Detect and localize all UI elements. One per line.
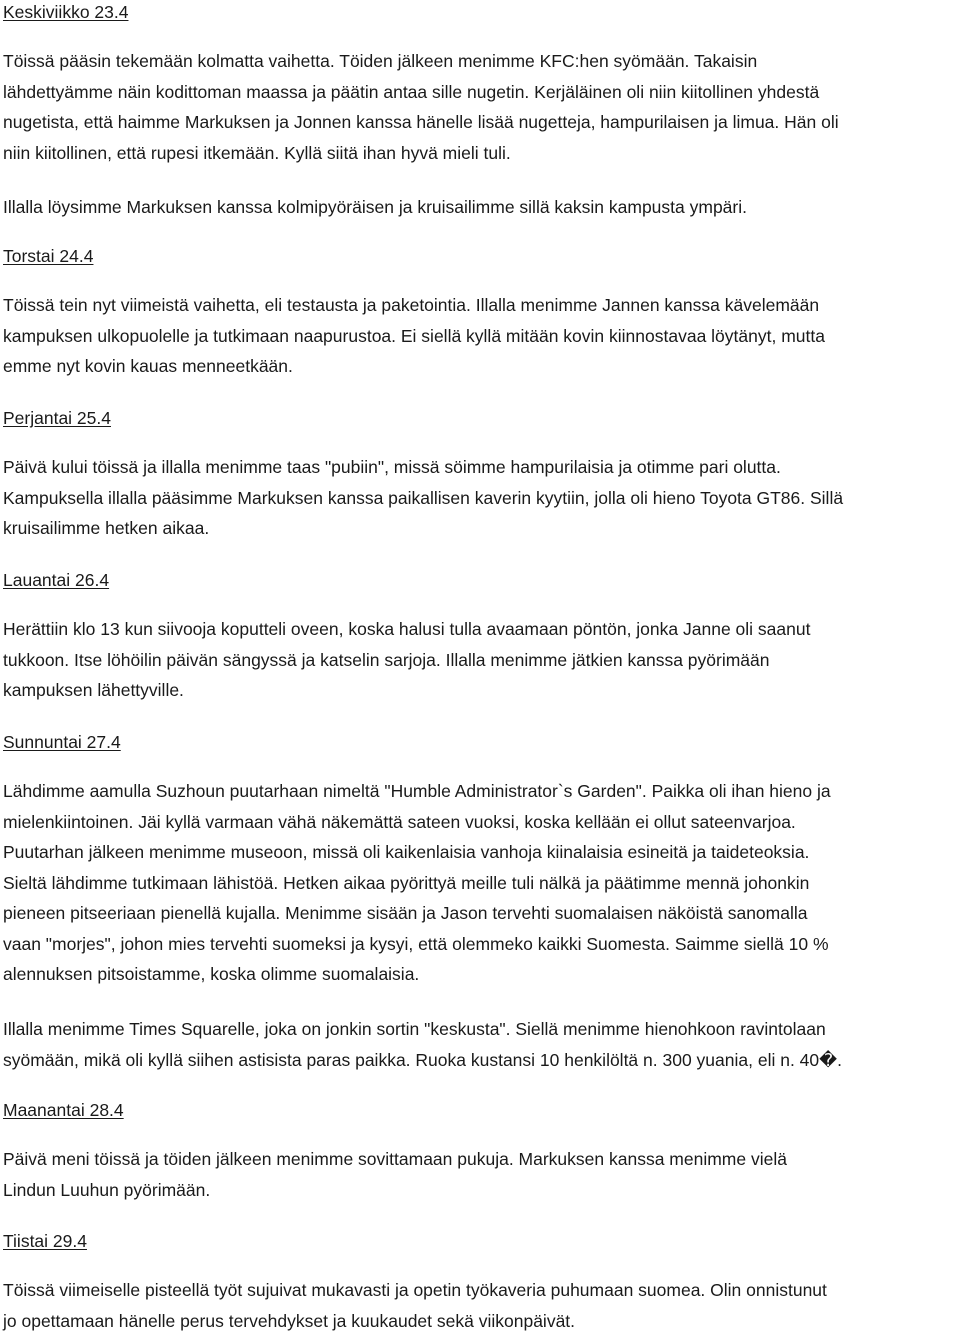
paragraph-line: Illalla menimme Times Squarelle, joka on jonkin sortin "keskusta". Siellä menimme hienohkoon ravintolaan: [3, 1014, 842, 1045]
paragraph-line: pieneen pitseeriaan pienellä kujalla. Menimme sisään ja Jason tervehti suomalaisen näköistä sanomalla: [3, 898, 831, 929]
paragraph-line: syömään, mikä oli kyllä siihen astisista paras paikka. Ruoka kustansi 10 henkilöltä n. 300 yuania, eli n. 40�.: [3, 1045, 842, 1076]
day-heading: Maanantai 28.4: [3, 1098, 124, 1122]
paragraph-line: nugetista, että haimme Markuksen ja Jonnen kanssa hänelle lisää nugetteja, hampurilaisen ja limua. Hän oli: [3, 107, 839, 138]
paragraph-line: niin kiitollinen, että rupesi itkemään. Kyllä siitä ihan hyvä mieli tuli.: [3, 138, 839, 169]
paragraph-line: Päivä meni töissä ja töiden jälkeen menimme sovittamaan pukuja. Markuksen kanssa menimme vielä: [3, 1144, 787, 1175]
paragraph-line: tukkoon. Itse löhöilin päivän sängyssä ja katselin sarjoja. Illalla menimme jätkien kanssa pyörimään: [3, 645, 810, 676]
paragraph-line: lähdettyämme näin kodittoman maassa ja päätin antaa sille nugetin. Kerjäläinen oli niin kiitollinen yhdestä: [3, 77, 839, 108]
entry-paragraph: [3, 452, 843, 544]
day-heading: Perjantai 25.4: [3, 406, 111, 430]
entry-paragraph: [3, 1144, 787, 1205]
day-heading: Keskiviikko 23.4: [3, 0, 128, 24]
entry-paragraph: [3, 1014, 842, 1075]
paragraph-line: Puutarhan jälkeen menimme museoon, missä oli kaikenlaisia vanhoja kiinalaisia esineitä ja taideteoksia.: [3, 837, 831, 868]
paragraph-line: emme nyt kovin kauas menneetkään.: [3, 351, 825, 382]
entry-paragraph: [3, 776, 831, 990]
paragraph-line: mielenkiintoinen. Jäi kyllä varmaan vähä näkemättä sateen vuoksi, koska kellään ei ollut sateenvarjoa.: [3, 807, 831, 838]
paragraph-line: Herättiin klo 13 kun siivooja koputteli oveen, koska halusi tulla avaamaan pöntön, jonka Janne oli saanut: [3, 614, 810, 645]
entry-paragraph: [3, 46, 839, 168]
paragraph-line: kruisailimme hetken aikaa.: [3, 513, 843, 544]
paragraph-line: alennuksen pitsoistamme, koska olimme suomalaisia.: [3, 959, 831, 990]
entry-paragraph: [3, 1275, 827, 1336]
paragraph-line: Töissä pääsin tekemään kolmatta vaihetta. Töiden jälkeen menimme KFC:hen syömään. Takaisin: [3, 46, 839, 77]
entry-paragraph: [3, 192, 747, 223]
day-heading: Lauantai 26.4: [3, 568, 109, 592]
paragraph-line: kampuksen ulkopuolelle ja tutkimaan naapurustoa. Ei siellä kyllä mitään kovin kiinnostavaa löytänyt, mutta: [3, 321, 825, 352]
paragraph-line: Töissä viimeiselle pisteellä työt sujuivat mukavasti ja opetin työkaveria puhumaan suomea. Olin onnistunut: [3, 1275, 827, 1306]
paragraph-line: vaan "morjes", johon mies tervehti suomeksi ja kysyi, että olemmeko kaikki Suomesta. Saimme siellä 10 %: [3, 929, 831, 960]
paragraph-line: kampuksen lähettyville.: [3, 675, 810, 706]
paragraph-line: Sieltä lähdimme tutkimaan lähistöä. Hetken aikaa pyörittyä meille tuli nälkä ja päätimme mennä johonkin: [3, 868, 831, 899]
paragraph-line: jo opettamaan hänelle perus tervehdykset ja kuukaudet sekä viikonpäivät.: [3, 1306, 827, 1336]
paragraph-line: Lindun Luuhun pyörimään.: [3, 1175, 787, 1206]
paragraph-line: Lähdimme aamulla Suzhoun puutarhaan nimeltä "Humble Administrator`s Garden". Paikka oli ihan hieno ja: [3, 776, 831, 807]
paragraph-line: Päivä kului töissä ja illalla menimme taas "pubiin", missä söimme hampurilaisia ja otimme pari olutta.: [3, 452, 843, 483]
paragraph-line: Illalla löysimme Markuksen kanssa kolmipyöräisen ja kruisailimme sillä kaksin kampusta ympäri.: [3, 192, 747, 223]
paragraph-line: Kampuksella illalla pääsimme Markuksen kanssa paikallisen kaverin kyytiin, jolla oli hieno Toyota GT86. Sillä: [3, 483, 843, 514]
day-heading: Tiistai 29.4: [3, 1229, 87, 1253]
paragraph-line: Töissä tein nyt viimeistä vaihetta, eli testausta ja paketointia. Illalla menimme Jannen kanssa kävelemään: [3, 290, 825, 321]
entry-paragraph: [3, 290, 825, 382]
day-heading: Torstai 24.4: [3, 244, 93, 268]
day-heading: Sunnuntai 27.4: [3, 730, 121, 754]
entry-paragraph: [3, 614, 810, 706]
